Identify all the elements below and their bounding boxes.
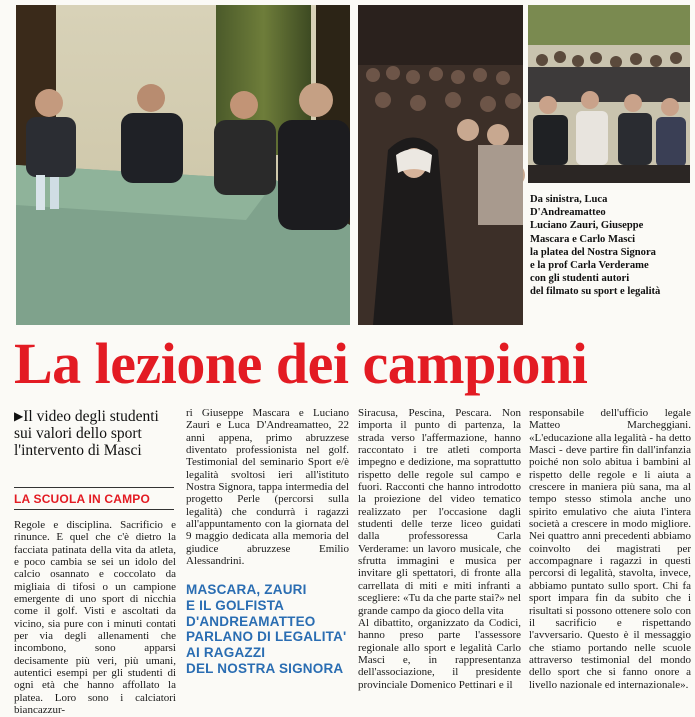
caption-line: Mascara e Carlo Masci — [530, 233, 636, 245]
photo-students — [528, 5, 690, 183]
caption-line: D'Andreamatteo — [530, 207, 606, 219]
photo-panel-speakers — [16, 5, 350, 325]
kicker-text: Il video degli studenti sui valori dello sport l'intervento di Masci — [14, 408, 159, 459]
caption-line: del filmato su sport e legalità — [530, 286, 661, 298]
body-column-3 — [358, 407, 521, 700]
section-rubric: LA SCUOLA IN CAMPO — [14, 487, 174, 510]
pull-quote-line: PARLANO DI LEGALITA' — [186, 629, 347, 645]
caption-line: la platea del Nostra Signora — [530, 246, 656, 258]
caption-line: con gli studenti autori — [530, 273, 630, 285]
body-column-1 — [14, 519, 176, 717]
pull-quote-line: DEL NOSTRA SIGNORA — [186, 660, 344, 676]
pull-quote — [186, 582, 349, 677]
paragraph: responsabile dell'ufficio legale Matteo Marcheggiani. «L'educazione alla legalità - ha detto Masci - deve partire fin dall'infanzia poiché non solo abitua i bambini al rispetto delle regole e li aiuta a crescere in maniera più sana, ma al tempo stesso stimola anche uno spirito emulativo che aiuta l'intera società a crescere in modo migliore. Nei quattro anni precedenti abbiamo coinvolto dei magistrati per accompagnare i ragazzi in questi percorsi di legalità, stavolta, invece, abbiamo puntato sullo sport. Chi fa sport impara fin da subito che i risultati si possono ottenere solo con il sacrificio e rispettando l'avversario. Questo è il messaggio che stiamo portando nelle scuole attraverso testimonial del mondo dello sport che si fanno onore a livello nazionale ed internazionale». — [529, 407, 691, 691]
body-column-4 — [529, 407, 691, 700]
pull-quote-line: E IL GOLFISTA — [186, 597, 285, 613]
body-column-2 — [186, 407, 349, 568]
caption-line: Luciano Zauri, Giuseppe — [530, 220, 644, 232]
pull-quote-line: D'ANDREAMATTEO — [186, 613, 316, 629]
paragraph: Regole e disciplina. Sacrificio e rinunce. E quel che c'è dietro la facciata patinata della vita da atleta, e poco cambia se sei un idolo del calcio osannato e coccolato da migliaia di tifosi o un campione emergente di uno sport di nicchia come il golf. Visti e ascoltati da vicino, sia pure con i minuti contati per via degli allenamenti che incombono, sono apparsi decisamente più veri, più umani, autentici esempi per gli studenti di ogni età che hanno affollato la platea. Loro sono i calciatori biancazzur- — [14, 519, 176, 717]
caption-line: Da sinistra, Luca — [530, 194, 608, 205]
triangle-marker-icon: ▶ — [14, 409, 24, 423]
paragraph: ri Giuseppe Mascara e Luciano Zauri e Luca D'Andreamatteo, 22 anni appena, primo abruzzese diventato professionista nel golf. Testimonial del seminario Sport e/è legalità svoltosi ieri all'istituto Nostra Signora, tappa intermedia del progetto Perle (percorsi sulla legalità) che condurrà i ragazzi all'appuntamento con la giornata del 9 maggio dedicata alla memoria del giudice abruzzese Emilio Alessandrini. — [186, 407, 349, 568]
paragraph: Siracusa, Pescina, Pescara. Non importa il punto di partenza, la strada verso l'affermazione, hanno raccontato i tre atleti comporta impegno e dedizione, ma soprattutto rispetto delle regole sul campo e fuori. Racconti che hanno introdotto la proiezione del video tematico realizzato per l'occasione dagli studenti delle terze liceo guidati dalla professoressa Carla Verderame: un lavoro musicale, che sfrutta immagini e musica per invitare gli spettatori, di fronte alla carrellata di miti e miti infranti a scegliere: «Tu da che parte stai?» nel grande campo da gioco della vita Al dibattito, organizzato da Codici, hanno preso parte l'assessore regionale allo sport e legalità Carlo Masci e, in rappresentanza dell'associazione, il presidente provinciale Domenico Pettinari e il — [358, 407, 521, 691]
caption-line: e la prof Carla Verderame — [530, 260, 649, 272]
article-headline: La lezione dei campioni — [14, 331, 588, 396]
photo-audience — [358, 5, 523, 325]
pull-quote-line: MASCARA, ZAURI — [186, 582, 307, 597]
article-kicker — [14, 408, 174, 459]
pull-quote-line: AI RAGAZZI — [186, 645, 266, 661]
photo-caption — [530, 193, 692, 299]
